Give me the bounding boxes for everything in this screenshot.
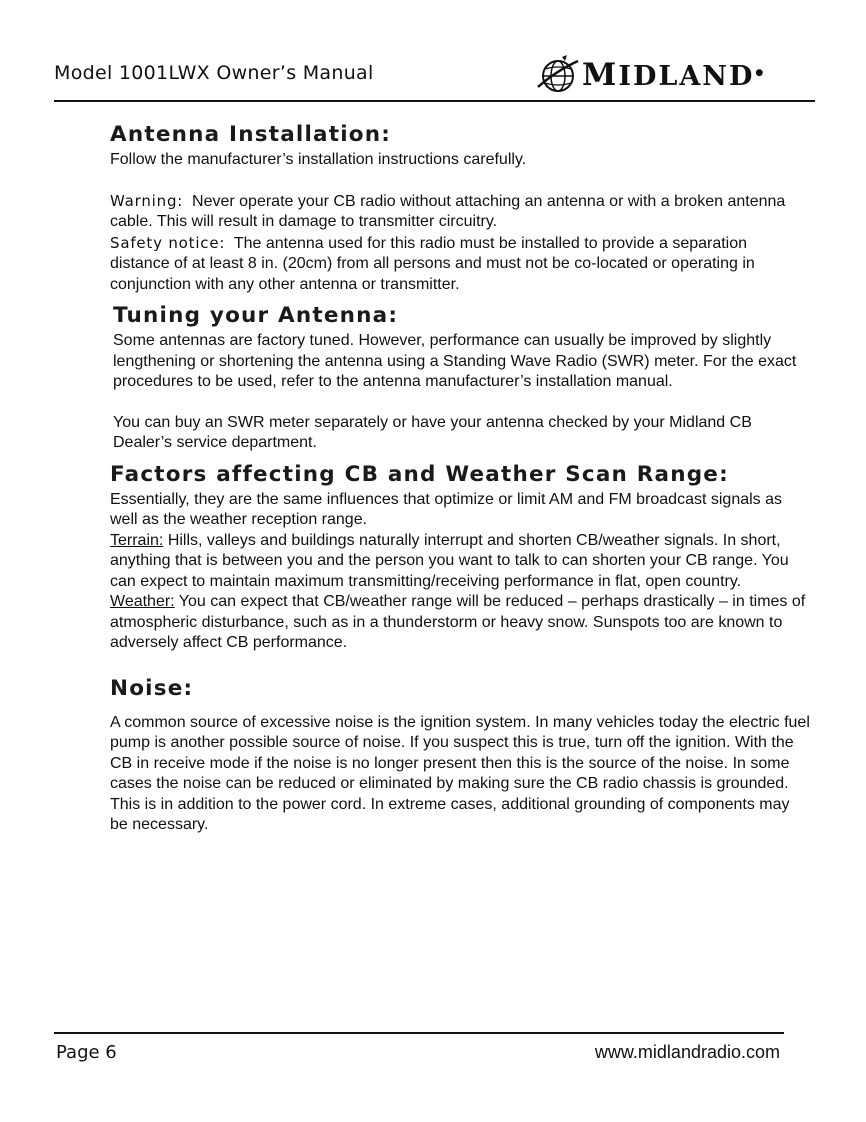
noise-heading: Noise:	[110, 675, 194, 701]
footer-divider	[54, 1032, 784, 1034]
weather-label: Weather:	[110, 593, 175, 610]
terrain-text: Hills, valleys and buildings naturally interrupt and shorten CB/weather signals. In short, anything that is between you and the person you want to talk to can shorten your CB range. You can expect to maintain maximum transmitting/receiving performance in flat, open country.	[110, 531, 789, 590]
manual-title: Model 1001LWX Owner’s Manual	[54, 62, 374, 84]
logo-wordmark: M IDLAND ●	[582, 57, 766, 93]
safety-label: Safety notice:	[110, 233, 226, 252]
midland-logo	[536, 52, 780, 98]
terrain-label: Terrain:	[110, 531, 164, 549]
range-factors-heading: Factors affecting CB and Weather Scan Range:	[110, 461, 729, 487]
antenna-installation-heading: Antenna Installation:	[110, 122, 392, 147]
weather-text: You can expect that CB/weather range will be reduced – perhaps drastically – in times of atmospheric disturbance, such as in a thunderstorm or heavy snow. Sunspots too are known to adversely affect CB performance.	[110, 593, 806, 651]
noise-paragraph: A common source of excessive noise is the ignition system. In many vehicles today the electric fuel pump is another possible source of noise. If you suspect this is true, turn off the ignition. With the CB in receive mode if the noise is no longer present then this is the source of the noise. In some cases the noise can be reduced or eliminated by making sure the CB radio chassis is grounded. This is in addition to the power cord. In extreme cases, additional grounding of components may be necessary.	[110, 713, 810, 833]
antenna-intro: Follow the manufacturer’s installation instructions carefully.	[110, 151, 527, 168]
safety-paragraph	[110, 233, 810, 296]
warning-text: Never operate your CB radio without attaching an antenna or with a broken antenna cable. This will result in damage to transmitter circuitry.	[110, 192, 786, 230]
globe-icon	[536, 53, 580, 97]
website-url: www.midlandradio.com	[594, 1042, 780, 1062]
tuning-antenna-heading: Tuning your Antenna:	[113, 303, 399, 328]
tuning-paragraph-1: Some antennas are factory tuned. However, performance can usually be improved by slightly lengthening or shortening the antenna using a Standing Wave Radio (SWR) meter. For the exact procedures to be used, refer to the antenna manufacturer’s installation manual.	[113, 332, 797, 390]
warning-label: Warning:	[110, 191, 184, 210]
page-content	[110, 122, 810, 836]
safety-text: The antenna used for this radio must be installed to provide a separation distance of at least 8 in. (20cm) from all persons and must not be co-located or operating in conjunction with any other antenna or transmitter.	[110, 234, 755, 293]
header-divider	[54, 100, 815, 102]
warning-paragraph	[110, 191, 810, 233]
tuning-paragraph-2: You can buy an SWR meter separately or have your antenna checked by your Midland CB Dealer’s service department.	[113, 413, 752, 451]
range-factors-intro: Essentially, they are the same influences that optimize or limit AM and FM broadcast signals as well as the weather reception range.	[110, 490, 783, 528]
terrain-paragraph	[110, 531, 810, 593]
page-number: Page 6	[56, 1042, 117, 1063]
weather-paragraph	[110, 592, 810, 654]
